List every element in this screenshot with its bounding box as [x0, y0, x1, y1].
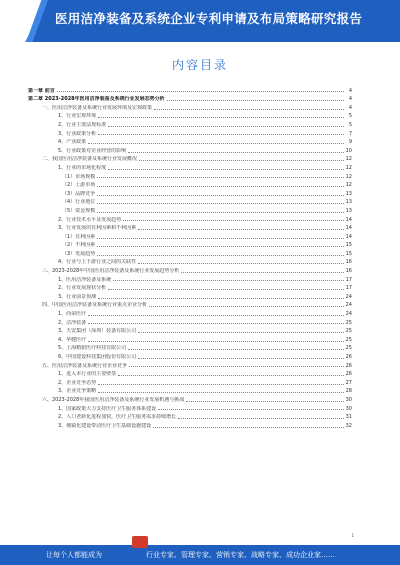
toc-entry-label: 第二章 2023-2028年医用洁净装备及系统行业发展态势分析 [28, 96, 165, 103]
toc-leader-dots [97, 238, 344, 239]
toc-entry[interactable] [28, 343, 352, 352]
toc-leader-dots [97, 212, 344, 213]
toc-entry[interactable] [28, 265, 352, 274]
toc-entry-label: 2、洁净装备 [58, 319, 87, 326]
toc-leader-dots [97, 203, 344, 204]
toc-entry[interactable] [28, 412, 352, 421]
toc-leader-dots [138, 263, 344, 264]
toc-entry-page: 14 [345, 225, 352, 232]
toc-entry-label: （3）品牌竞争 [62, 190, 96, 197]
toc-entry-page: 25 [345, 319, 352, 326]
toc-leader-dots [98, 117, 344, 118]
toc-entry-label: 3、城镇化建设带动医疗卫生基础设施建设 [58, 422, 152, 429]
toc-entry-page: 17 [345, 276, 352, 283]
toc-entry[interactable] [28, 197, 352, 206]
toc-entry-label: 二、我国医用洁净装备及系统行业发展概况 [42, 156, 138, 163]
toc-entry[interactable] [28, 369, 352, 378]
toc-entry-label: 4、行业与上下游行业之间的关联性 [58, 259, 137, 266]
toc-entry-page: 10 [345, 147, 352, 154]
toc-leader-dots [108, 169, 344, 170]
toc-entry[interactable] [28, 420, 352, 429]
toc-entry[interactable] [28, 257, 352, 266]
toc-leader-dots [88, 315, 344, 316]
toc-entry-page: 12 [345, 156, 352, 163]
toc-entry-page: 5 [348, 113, 352, 120]
toc-leader-dots [139, 160, 344, 161]
toc-entry-label: 5、上海精骐医疗科技有限公司 [58, 345, 127, 352]
toc-entry-page: 4 [348, 87, 352, 94]
toc-entry[interactable] [28, 102, 352, 111]
toc-leader-dots [138, 358, 344, 359]
toc-entry[interactable] [28, 137, 352, 146]
toc-entry-label: 3、企业竞争策略 [58, 388, 97, 395]
toc-entry-page: 13 [345, 190, 352, 197]
toc-entry[interactable] [28, 85, 352, 94]
toc-entry[interactable] [28, 154, 352, 163]
toc-entry[interactable] [28, 308, 352, 317]
toc-entry-label: 1、国家政策大力支持医疗卫生服务体系建设 [58, 405, 157, 412]
toc-entry-label: 1、进入本行业的主要壁垒 [58, 371, 117, 378]
toc-entry-label: 六、2023-2028年我国医用洁净装备及系统行业发展机遇与挑战 [42, 396, 185, 403]
toc-entry-label: 3、行业前景预测 [58, 293, 97, 300]
toc-leader-dots [98, 298, 344, 299]
toc-entry-page: 28 [345, 388, 352, 395]
toc-leader-dots [97, 195, 344, 196]
toc-entry[interactable] [28, 326, 352, 335]
toc-entry-label: 2、企业竞争态势 [58, 379, 97, 386]
toc-entry[interactable] [28, 162, 352, 171]
toc-entry-label: 2、人口老龄化进程加快，医疗卫生服务需求持续增长 [58, 414, 177, 421]
footer-text: 让每个人都能成为 [46, 551, 102, 559]
toc-entry-label: （1）有利因素 [62, 233, 96, 240]
toc-entry-label: 三、2023-2028年中国医用洁净装备及系统行业发展趋势分析 [42, 268, 180, 275]
toc-entry-page: 17 [345, 285, 352, 292]
toc-entry[interactable] [28, 188, 352, 197]
toc-entry[interactable] [28, 231, 352, 240]
toc-entry-label: 4、华健医疗 [58, 336, 87, 343]
toc-leader-dots [128, 349, 344, 350]
toc-entry[interactable] [28, 283, 352, 292]
toc-entry[interactable] [28, 291, 352, 300]
toc-entry-label: 1、医用洁净装备及系统 [58, 276, 112, 283]
toc-entry[interactable] [28, 223, 352, 232]
toc-entry-page: 26 [345, 354, 352, 360]
toc-entry-page: 7 [348, 130, 352, 137]
toc-entry[interactable] [28, 386, 352, 395]
toc-entry-label: 1、行业宏观环境 [58, 113, 97, 120]
toc-leader-dots [108, 126, 344, 127]
toc-entry-page: 16 [345, 259, 352, 266]
toc-entry-page: 13 [345, 207, 352, 214]
toc-leader-dots [181, 272, 344, 273]
toc-entry-label: 第一章 前言 [28, 87, 55, 94]
toc-entry[interactable] [28, 248, 352, 257]
toc-entry-label: 一、医用洁净装备及系统行业发展环境及宏观政策 [42, 104, 153, 111]
toc-entry-label: 四、中国医用洁净装备及系统行业重点企业分析 [42, 302, 148, 309]
toc-entry-page: 31 [345, 414, 352, 421]
toc-entry[interactable] [28, 128, 352, 137]
toc-leader-dots [154, 109, 344, 110]
toc-entry-label: 5、行业政策对企业经营的影响 [58, 147, 127, 154]
toc-leader-dots [97, 186, 344, 187]
toc-leader-dots [98, 384, 344, 385]
toc-entry[interactable] [28, 205, 352, 214]
toc-entry-label: 6、中国建设科技集团股份有限公司 [58, 354, 137, 360]
toc-entry[interactable] [28, 351, 352, 360]
toc-leader-dots [88, 323, 344, 324]
toc-leader-dots [149, 306, 344, 307]
toc-entry-page: 14 [345, 216, 352, 223]
toc-entry[interactable] [28, 334, 352, 343]
toc-entry-page: 12 [345, 173, 352, 180]
table-of-contents [28, 85, 352, 429]
toc-entry-page: 25 [345, 345, 352, 352]
toc-leader-dots [158, 409, 344, 410]
toc-entry-page: 14 [345, 233, 352, 240]
toc-leader-dots [129, 366, 344, 367]
toc-entry[interactable] [28, 111, 352, 120]
toc-entry[interactable] [28, 317, 352, 326]
toc-entry-page: 13 [345, 199, 352, 206]
toc-entry-label: 1、行业的市场化程度 [58, 164, 107, 171]
toc-entry-label: （1）市场规模 [62, 173, 96, 180]
toc-entry[interactable] [28, 377, 352, 386]
toc-entry-label: （4）行业地位 [62, 199, 96, 206]
toc-leader-dots [138, 332, 344, 333]
toc-entry-page: 27 [345, 379, 352, 386]
toc-leader-dots [97, 246, 344, 247]
toc-leader-dots [98, 134, 344, 135]
toc-leader-dots [186, 401, 344, 402]
toc-entry-page: 5 [348, 121, 352, 128]
toc-entry[interactable] [28, 119, 352, 128]
toc-leader-dots [88, 143, 344, 144]
toc-entry[interactable] [28, 94, 352, 103]
toc-entry-label: （5）资金规模 [62, 207, 96, 214]
toc-entry[interactable] [28, 145, 352, 154]
report-header [0, 0, 400, 42]
toc-entry-label: 2、行业主要法规标准 [58, 121, 107, 128]
toc-entry[interactable] [28, 274, 352, 283]
toc-entry-page: 15 [345, 242, 352, 249]
toc-entry-page: 30 [345, 405, 352, 412]
toc-leader-dots [97, 255, 344, 256]
toc-entry[interactable] [28, 180, 352, 189]
toc-entry-label: （2）不利因素 [62, 242, 96, 249]
toc-entry-page: 16 [345, 268, 352, 275]
toc-entry-page: 26 [345, 371, 352, 378]
toc-leader-dots [128, 152, 344, 153]
toc-entry-label: 3、行业发展的有利因素和不利因素 [58, 225, 137, 232]
page-title: 内容目录 [171, 58, 228, 72]
report-title: 医用洁净装备及系统企业专利申请及布局策略研究报告 [55, 11, 363, 26]
toc-entry-page: 12 [345, 164, 352, 171]
report-footer [0, 545, 400, 565]
toc-entry[interactable] [28, 360, 352, 369]
toc-leader-dots [118, 375, 344, 376]
toc-entry[interactable] [28, 403, 352, 412]
toc-leader-dots [123, 220, 344, 221]
toc-entry-label: 1、尚荣医疗 [58, 311, 87, 318]
toc-entry-page: 25 [345, 328, 352, 335]
toc-leader-dots [108, 289, 344, 290]
toc-entry[interactable] [28, 171, 352, 180]
toc-leader-dots [88, 341, 344, 342]
toc-leader-dots [178, 418, 344, 419]
toc-entry-page: 24 [345, 311, 352, 318]
toc-entry-page: 26 [345, 362, 352, 369]
toc-leader-dots [167, 100, 344, 101]
toc-entry-label: 2、行业发展现状分析 [58, 285, 107, 292]
toc-leader-dots [138, 229, 344, 230]
toc-entry-page: 9 [348, 139, 352, 146]
toc-entry-label: 3、行业政策分析 [58, 130, 97, 137]
toc-leader-dots [97, 177, 344, 178]
toc-entry-page: 24 [345, 293, 352, 300]
toc-entry-label: （3）发展趋势 [62, 250, 96, 257]
brand-logo-icon [132, 536, 148, 548]
toc-entry-page: 12 [345, 182, 352, 189]
toc-entry[interactable] [28, 214, 352, 223]
toc-entry-label: 4、产业政策 [58, 139, 87, 146]
toc-entry[interactable] [28, 300, 352, 309]
toc-entry-page: 4 [348, 104, 352, 111]
toc-leader-dots [113, 280, 344, 281]
toc-entry[interactable] [28, 240, 352, 249]
toc-entry[interactable] [28, 394, 352, 403]
toc-entry-page: 30 [345, 396, 352, 403]
toc-entry-label: 2、行业技术水平及发展趋势 [58, 216, 122, 223]
page-number: 1 [351, 533, 354, 538]
toc-leader-dots [98, 392, 344, 393]
toc-entry-label: 3、天安集团（深圳）装备有限公司 [58, 328, 137, 335]
toc-entry-page: 25 [345, 336, 352, 343]
toc-entry-page: 15 [345, 250, 352, 257]
toc-entry-page: 32 [345, 422, 352, 429]
footer-slogan: 行业专家、管理专家、营销专家、战略专家、成功企业家…… [146, 551, 335, 559]
toc-leader-dots [153, 427, 344, 428]
toc-entry-page: 4 [348, 96, 352, 103]
toc-entry-label: （2）上游市场 [62, 182, 96, 189]
toc-leader-dots [57, 91, 344, 92]
toc-entry-page: 24 [345, 302, 352, 309]
toc-entry-label: 五、医用洁净装备及系统行业企业竞争 [42, 362, 128, 369]
